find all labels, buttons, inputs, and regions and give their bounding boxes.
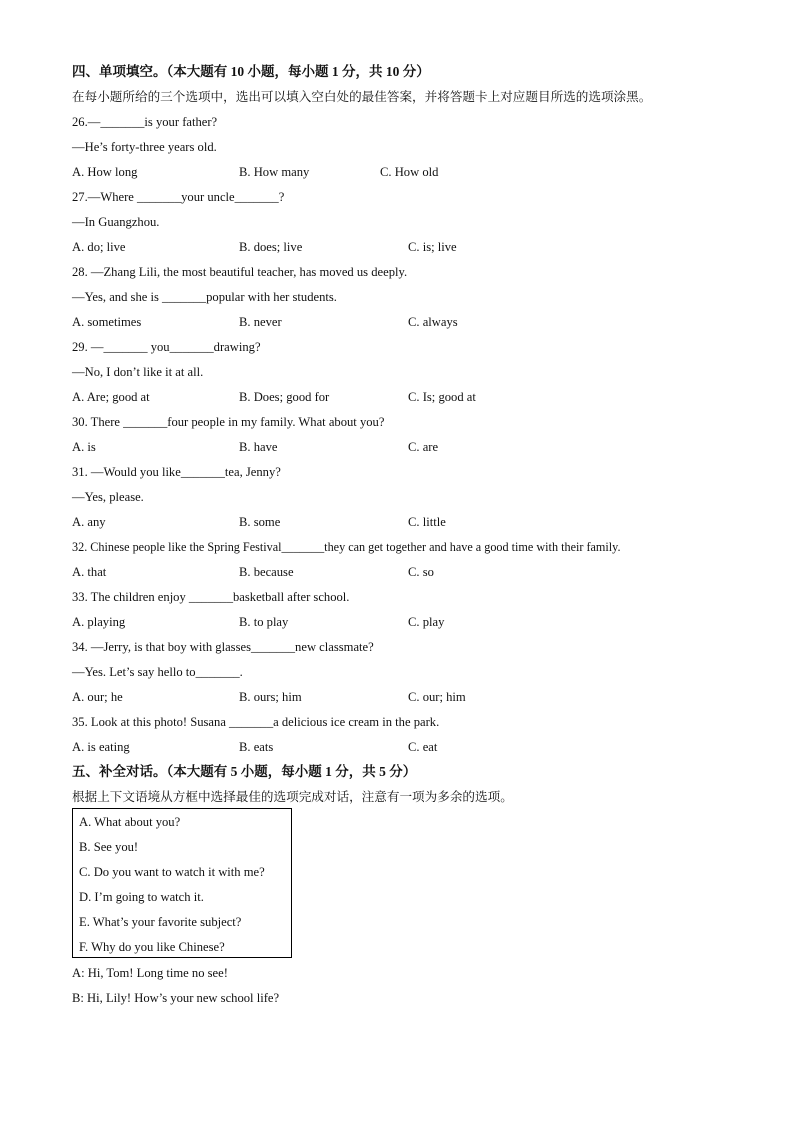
q34-option-c: C. our; him: [408, 690, 466, 704]
question-26-line2: —He’s forty-three years old.: [72, 140, 217, 154]
q27-option-b: B. does; live: [239, 240, 303, 254]
question-30-line1: 30. There _______four people in my family. What about you?: [72, 415, 385, 429]
box-option-c: C. Do you want to watch it with me?: [79, 865, 265, 879]
q29-option-c: C. Is; good at: [408, 390, 476, 404]
question-31-line1: 31. —Would you like_______tea, Jenny?: [72, 465, 281, 479]
options-box: [72, 808, 292, 958]
question-29-line2: —No, I don’t like it at all.: [72, 365, 204, 379]
q31-option-a: A. any: [72, 515, 106, 529]
q35-option-c: C. eat: [408, 740, 438, 754]
question-34-line2: —Yes. Let’s say hello to_______.: [72, 665, 243, 679]
question-32-line1: 32. Chinese people like the Spring Festival_______they can get together and have a good time with their family.: [72, 540, 621, 554]
question-26-line1: 26.—_______is your father?: [72, 115, 218, 129]
q27-option-a: A. do; live: [72, 240, 126, 254]
q35-option-b: B. eats: [239, 740, 274, 754]
q31-option-b: B. some: [239, 515, 281, 529]
section5-instruction: 根据上下文语境从方框中选择最佳的选项完成对话，注意有一项为多余的选项。: [72, 790, 513, 804]
box-option-e: E. What’s your favorite subject?: [79, 915, 242, 929]
q30-option-b: B. have: [239, 440, 278, 454]
q33-option-b: B. to play: [239, 615, 289, 629]
box-option-f: F. Why do you like Chinese?: [79, 940, 225, 954]
q30-option-c: C. are: [408, 440, 439, 454]
question-29-line1: 29. —_______ you_______drawing?: [72, 340, 261, 354]
q33-option-a: A. playing: [72, 615, 126, 629]
q26-option-c: C. How old: [380, 165, 439, 179]
dialogue-line-2: B: Hi, Lily! How’s your new school life?: [72, 991, 280, 1005]
section5-heading: 五、补全对话。（本大题有 5 小题，每小题 1 分，共 5 分）: [72, 764, 417, 779]
question-33-line1: 33. The children enjoy _______basketball after school.: [72, 590, 350, 604]
q28-option-c: C. always: [408, 315, 458, 329]
q33-option-c: C. play: [408, 615, 445, 629]
q30-option-a: A. is: [72, 440, 96, 454]
q34-option-b: B. ours; him: [239, 690, 302, 704]
q26-option-b: B. How many: [239, 165, 310, 179]
q32-option-b: B. because: [239, 565, 294, 579]
box-option-d: D. I’m going to watch it.: [79, 890, 204, 904]
section4-heading: 四、单项填空。（本大题有 10 小题，每小题 1 分，共 10 分）: [72, 64, 430, 79]
question-35-line1: 35. Look at this photo! Susana _______a delicious ice cream in the park.: [72, 715, 440, 729]
box-option-b: B. See you!: [79, 840, 139, 854]
q34-option-a: A. our; he: [72, 690, 123, 704]
dialogue-line-1: A: Hi, Tom! Long time no see!: [72, 966, 228, 980]
question-28-line1: 28. —Zhang Lili, the most beautiful teacher, has moved us deeply.: [72, 265, 408, 279]
q29-option-b: B. Does; good for: [239, 390, 330, 404]
box-option-a: A. What about you?: [79, 815, 181, 829]
q28-option-a: A. sometimes: [72, 315, 142, 329]
question-31-line2: —Yes, please.: [72, 490, 144, 504]
section4-instruction: 在每小题所给的三个选项中，选出可以填入空白处的最佳答案，并将答题卡上对应题目所选的选项涂黑。: [72, 90, 652, 104]
q26-option-a: A. How long: [72, 165, 138, 179]
q32-option-a: A. that: [72, 565, 107, 579]
q29-option-a: A. Are; good at: [72, 390, 150, 404]
q35-option-a: A. is eating: [72, 740, 130, 754]
question-27-line2: —In Guangzhou.: [72, 215, 160, 229]
q27-option-c: C. is; live: [408, 240, 457, 254]
question-28-line2: —Yes, and she is _______popular with her students.: [72, 290, 337, 304]
question-34-line1: 34. —Jerry, is that boy with glasses_______new classmate?: [72, 640, 374, 654]
q31-option-c: C. little: [408, 515, 446, 529]
question-27-line1: 27.—Where _______your uncle_______?: [72, 190, 285, 204]
q32-option-c: C. so: [408, 565, 434, 579]
q28-option-b: B. never: [239, 315, 282, 329]
